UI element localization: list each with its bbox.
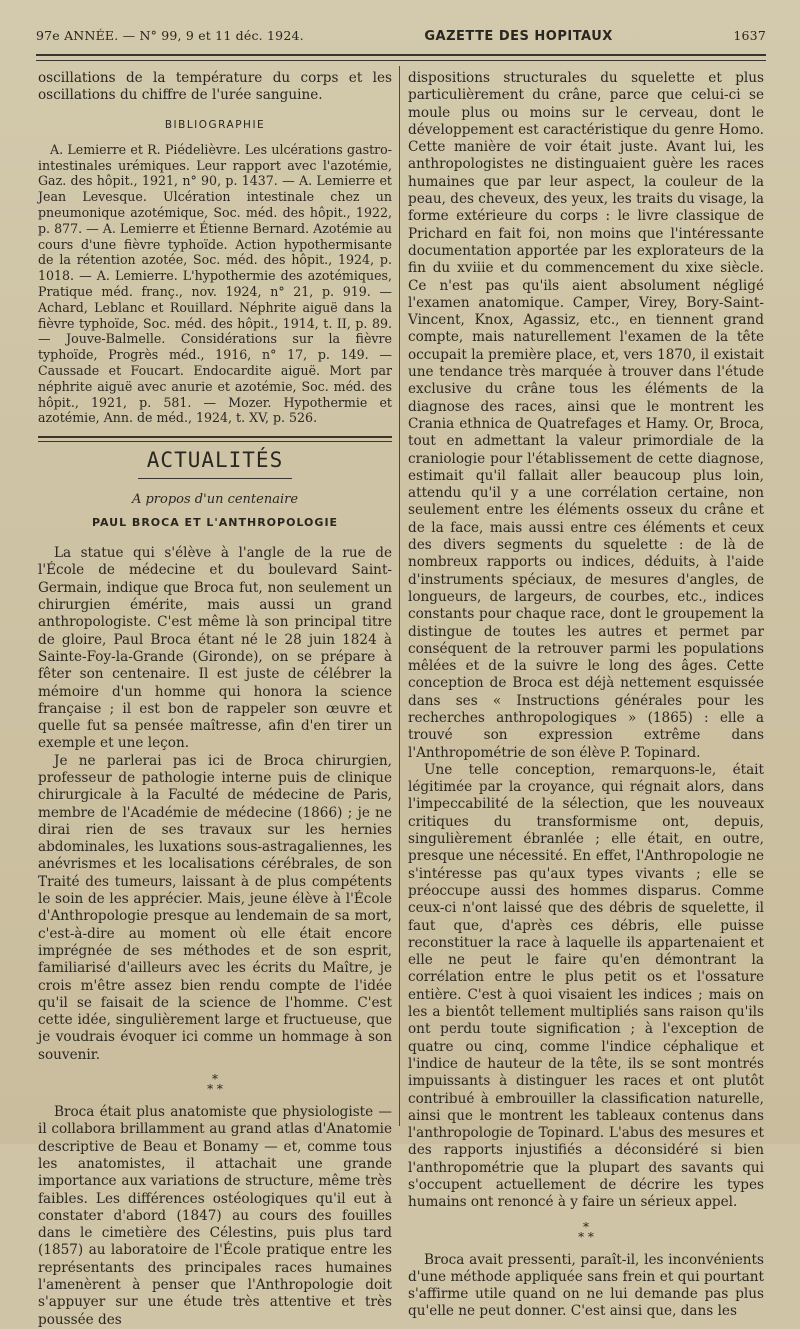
paragraph: Broca était plus anatomiste que physiologiste — il collabora brillamment au grand atlas d'Anatomie descriptive de Beau et Bonamy — et, comme tous les anatomistes, il attachait une grande importance aux variations de structure, même très faibles. Les différences ostéologiques qu'il eut à constater d'abord (1847) au cours des fouilles dans le cimetière des Célestins, puis plus tard (1857) au laboratoire de l'École pratique entre les représentants des principales races humaines l'amenèrent à penser que l'Anthropologie doit s'appuyer sur une étude très attentive et très poussée des — [38, 1104, 392, 1328]
bibliography — [38, 142, 392, 426]
journal-title: GAZETTE DES HOPITAUX — [424, 29, 613, 44]
intro-paragraph: oscillations de la température du corps et les oscillations du chiffre de l'urée sanguine. — [38, 70, 392, 104]
section-title-underline — [138, 478, 292, 479]
right-column — [408, 70, 764, 1321]
asterism: * * * — [578, 1219, 594, 1244]
section-rule — [38, 436, 392, 438]
paragraph: Broca avait pressenti, paraît-il, les inconvénients d'une méthode appliquée sans frein et qui pourtant s'affirme utile quand on ne lui demande pas plus qu'elle ne peut donner. C'est ainsi que, dans les — [408, 1251, 764, 1320]
paragraph: Je ne parlerai pas ici de Broca chirurgien, professeur de pathologie interne puis de clinique chirurgicale à la Faculté de médecine de Paris, membre de l'Académie de médecine (1866) ; je ne dirai rien de ses travaux sur les hernies abdominales, les luxations sous-astragaliennes, les anévrismes et les localisations cérébrales, de son Traité des tumeurs, laissant à de plus compétents le soin de les apprécier. Mais, jeune élève à l'École d'Anthropologie presque au lendemain de sa mort, c'est-à-dire au moment où elle était encore imprégnée de ses méthodes et de son esprit, familiarisé d'ailleurs avec les écrits du Maître, je crois m'être assez bien rendu compte de l'idée qu'il se faisait de la science de l'homme. C'est cette idée, singulièrement large et fructueuse, que je voudrais évoquer ici comme un hommage à son souvenir. — [38, 752, 392, 1063]
column-divider — [399, 66, 400, 1126]
header-rule-thin — [36, 60, 766, 61]
issue-info: 97e ANNÉE. — N° 99, 9 et 11 déc. 1924. — [36, 28, 304, 43]
asterism: * * * — [207, 1072, 223, 1097]
section-title: ACTUALITÉS — [146, 448, 284, 473]
paragraph: dispositions structurales du squelette et plus particulièrement du crâne, parce que celui-ci se moule plus ou moins sur le cerveau, dont le développement est caractéristique du genre Homo. Cette manière de voir était juste. Avant lui, les anthropologistes ne distinguaient guère les races humaines que par leur aspect, la couleur de la peau, des cheveux, des yeux, les traits du visage, la forme extérieure du corps : le livre classique de Prichard en fait foi, non moins que l'intéressante documentation apportée par les explorateurs de la fin du xviiie et du commencement du xixe siècle. Ce n'est pas qu'ils aient absolument négligé l'examen anatomique. Camper, Virey, Bory-Saint-Vincent, Knox, Agassiz, etc., en tiennent grand compte, mais naturellement l'examen de la tête occupait la première place, et, vers 1870, il existait une tendance très marquée à trouver dans l'étude exclusive du crâne tous les éléments de la diagnose des races, ainsi que le montrent les Crania ethnica de Quatrefages et Hamy. Or, Broca, tout en admettant la valeur primordiale de la craniologie pour l'établissement de cette diagnose, estimait qu'il fallait aller beaucoup plus loin, attendu qu'il y a une corrélation certaine, non seulement entre les éléments osseux du crâne et de la face, mais aussi entre ces éléments et ceux des divers segments du squelette : de là de nombreux rapports ou indices, déduits, à l'aide d'instruments spéciaux, de mesures d'angles, de longueurs, de largeurs, de courbes, etc., indices constants pour chaque race, dont le groupement la distingue de toutes les autres et permet par conséquent de la retrouver parmi les populations mêlées et de la suivre le long des âges. Cette conception de Broca est déjà nettement esquissée dans ses « Instructions générales pour les recherches anthropologiques » (1865) : elle a trouvé son expression extrême dans l'Anthropométrie de son élève P. Topinard. — [408, 70, 764, 761]
bibliography-text: A. Lemierre et R. Piédelièvre. Les ulcérations gastro-intestinales urémiques. Leur rapport avec l'azotémie, Gaz. des hôpit., 1921, n° 90, p. 1437. — A. Lemierre et Jean Levesque. Ulcération intestinale chez un pneumonique azotémique, Soc. méd. des hôpit., 1922, p. 877. — A. Lemierre et Étienne Bernard. Azotémie au cours d'une fièvre typhoïde. Action hypothermisante de la rétention azotée, Soc. méd. des hôpit., 1924, p. 1018. — A. Lemierre. L'hypothermie des azotémiques, Pratique méd. franç., nov. 1924, n° 21, p. 919. — Achard, Leblanc et Rouillard. Néphrite aiguë dans la fièvre typhoïde, Soc. méd. des hôpit., 1914, t. II, p. 89. — Jouve-Balmelle. Considérations sur la fièvre typhoïde, Progrès méd., 1916, n° 17, p. 149. — Caussade et Foucart. Endocardite aiguë. Mort par néphrite aiguë avec anurie et azotémie, Soc. méd. des hôpit., 1921, p. 581. — Mozer. Hypothermie et azotémie, Ann. de méd., 1924, t. XV, p. 526. — [38, 141, 392, 426]
left-column — [38, 70, 392, 1329]
paragraph: Une telle conception, remarquons-le, était légitimée par la croyance, qui régnait alors, dans l'impeccabilité de la sélection, que les nouveaux critiques du transformisme ont, depuis, singulièrement ébranlée ; elle était, en outre, presque une nécessité. En effet, l'Anthropologie ne s'intéresse pas qu'aux types vivants ; elle se préoccupe aussi des hommes disparus. Comme ceux-ci n'ont laissé que des débris de squelette, il faut que, d'après ces débris, elle puisse reconstituer la race à laquelle ils appartenaient et elle ne peut le faire qu'en démontrant la corrélation entre le plus petit os et l'ossature entière. C'est à quoi visaient les indices ; mais on les a bientôt tellement multipliés sans raison qu'ils ont perdu toute signification ; à l'exception de quatre ou cinq, comme l'indice céphalique et l'indice de hauteur de la tête, ils se sont montrés impuissants à distinguer les races et ont plutôt contribué à embrouiller la classification naturelle, ainsi que le montrent les tableaux contenus dans l'anthropologie de Topinard. L'abus des mesures et des rapports injustifiés a déconsidéré si bien l'anthropométrie que la plupart des savants qui s'occupent actuellement de décrire les types humains ont renoncé à y faire un sérieux appel. — [408, 761, 764, 1211]
article-title: PAUL BROCA ET L'ANTHROPOLOGIE — [91, 515, 339, 529]
section-rule-thin — [38, 441, 392, 442]
page-number: 1637 — [733, 28, 766, 43]
article-subtitle: A propos d'un centenaire — [131, 491, 299, 507]
header-rule — [36, 54, 766, 56]
page-header — [36, 28, 766, 52]
paragraph: La statue qui s'élève à l'angle de la rue de l'École de médecine et du boulevard Saint-Germain, indique que Broca fut, non seulement un chirurgien émérite, mais aussi un grand anthropologiste. C'est même là son principal titre de gloire, Paul Broca étant né le 28 juin 1824 à Sainte-Foy-la-Grande (Gironde), on se prépare à fêter son centenaire. Il est juste de célébrer la mémoire d'un homme qui honora la science française ; il est bon de rappeler son œuvre et quelle fut sa pensée maîtresse, afin d'en tirer un exemple et une leçon. — [38, 545, 392, 752]
bibliography-heading: BIBLIOGRAPHIE — [164, 118, 266, 131]
